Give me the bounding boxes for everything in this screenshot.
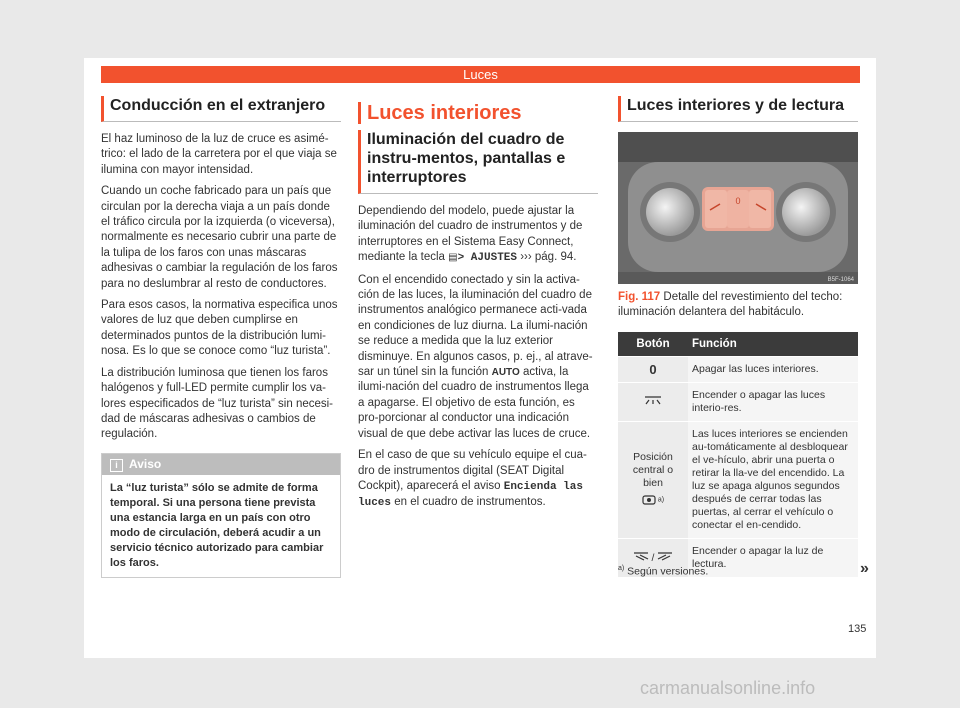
notice-box	[101, 453, 341, 578]
heading-wrap	[101, 96, 341, 122]
svg-text:0: 0	[735, 196, 741, 206]
table-cell: Encender o apagar la luz de lectura.	[688, 539, 858, 578]
door-contact-icon	[642, 494, 658, 506]
paragraph: La distribución luminosa que tienen los faros halógenos y full-LED permite cumplir los va-lores especificados de “luz turista” sin necesi-dad de máscaras adhesivas o cambios de regulación.	[101, 366, 334, 441]
table-row	[618, 422, 858, 539]
paragraph: En el caso de que su vehículo equipe el cua-dro de instrumentos digital (SEAT Digital Cockpit), aparecerá el aviso Encienda las luces en el cuadro de instrumentos.	[358, 449, 587, 510]
page-number: 135	[848, 623, 867, 635]
table-row	[618, 383, 858, 422]
subheading: Iluminación del cuadro de instru-mentos, pantallas e interruptores	[367, 131, 566, 186]
section-header: Luces	[101, 66, 860, 83]
column-middle	[358, 96, 598, 518]
table-cell: Apagar las luces interiores.	[688, 357, 858, 383]
table-cell: Encender o apagar las luces interio-res.	[688, 383, 858, 422]
paragraph: Dependiendo del modelo, puede ajustar la iluminación del cuadro de instrumentos y de interruptores en el Sistema Easy Connect, mediante la tecla ▤> AJUSTES ››› pág. 94.	[358, 205, 583, 265]
auto-icon: AUTO	[491, 367, 520, 379]
title-wrap	[358, 102, 598, 124]
subheading-wrap	[358, 130, 598, 194]
table-cell	[618, 422, 688, 539]
paragraph: Con el encendido conectado y sin la activa-ción de las luces, la iluminación del cuadro de instrumentos analógico permanece acti-vada en condiciones de luz diurna. La ilumi-nación se reduce a medida que la luz exterior disminuye. En algunos casos, p. ej., al atrave-sar un túnel sin la función AUTO activa, la ilumi-nación del cuadro de instrumentos llega a apagarse. El objetivo de esta función, es pro-porcionar al conductor una indicación visual de que debe activar las luces de cruce.	[358, 273, 593, 440]
table-cell: 0	[618, 357, 688, 383]
reading-light-right-icon	[657, 551, 673, 561]
figure-code: B5F-1064	[827, 277, 854, 283]
paragraph: Para esos casos, la normativa especifica unos valores de luz que deben cumplirse en determinados puntos de la distribución lumi-nosa. Es lo que se conoce como “luz turista”.	[101, 299, 338, 358]
figure-roof-lights	[618, 132, 858, 284]
figure-caption: Fig. 117 Detalle del revestimiento del techo: iluminación delantera del habitáculo.	[618, 291, 843, 318]
section-heading: Luces interiores y de lectura	[627, 97, 844, 114]
section-heading: Conducción en el extranjero	[110, 97, 326, 114]
continue-marker: »	[860, 560, 869, 577]
notice-text: La “luz turista” sólo se admite de forma temporal. Si una persona tiene prevista una estancia larga en un país con otro modo de circulación, deberá acudir a un servicio técnico autorizado para cambiar los faros.	[110, 481, 324, 569]
reading-light-left-icon	[633, 551, 649, 561]
function-table	[618, 332, 858, 577]
column-left	[101, 96, 341, 578]
roof-console-illustration	[618, 132, 858, 284]
footnote-ref: a)	[657, 496, 665, 503]
key-label: > AJUSTES	[457, 252, 518, 265]
menu-key-icon: ▤	[448, 252, 458, 264]
info-icon: i	[110, 459, 123, 472]
caption-number: Fig. 117	[618, 291, 661, 303]
chapter-title: Luces interiores	[367, 102, 522, 124]
table-header: Botón	[618, 332, 688, 357]
paragraph: Cuando un coche fabricado para un país que circulan por la derecha viaja a un país donde el tráfico circula por la izquierda (o viceversa), normalmente es necesario cubrir una parte de la tulipa de los faros con unas máscaras adhesivas o cambiar la regulación de los faros para no deslumbrar al resto de conductores.	[101, 185, 338, 290]
table-cell	[618, 383, 688, 422]
paragraph: El haz luminoso de la luz de cruce es asimé-trico: el lado de la carretera por el que viaja se ilumina con mayor intensidad.	[101, 133, 337, 176]
display-message: Encienda las luces	[358, 480, 583, 510]
table-cell: Las luces interiores se encienden au-tomáticamente al desbloquear el ve-hículo, abrir una puerta o retirar la lla-ve del encendido. La luz se apaga algunos segundos después de cerrar todas las puertas, al cerrar el vehículo o conectar el en-cendido.	[688, 422, 858, 539]
table-row	[618, 357, 858, 383]
table-header: Función	[688, 332, 858, 357]
notice-header	[102, 454, 340, 475]
table-cell: /	[618, 539, 688, 578]
watermark-text: carmanualsonline.info	[640, 678, 816, 698]
column-right	[618, 96, 858, 577]
interior-light-icon	[644, 395, 662, 405]
footnote: $^{a)}$ Según versiones.	[618, 565, 709, 578]
heading-wrap	[618, 96, 858, 122]
notice-title: Aviso	[129, 456, 162, 471]
position-label: Posición central o bien	[632, 450, 674, 489]
